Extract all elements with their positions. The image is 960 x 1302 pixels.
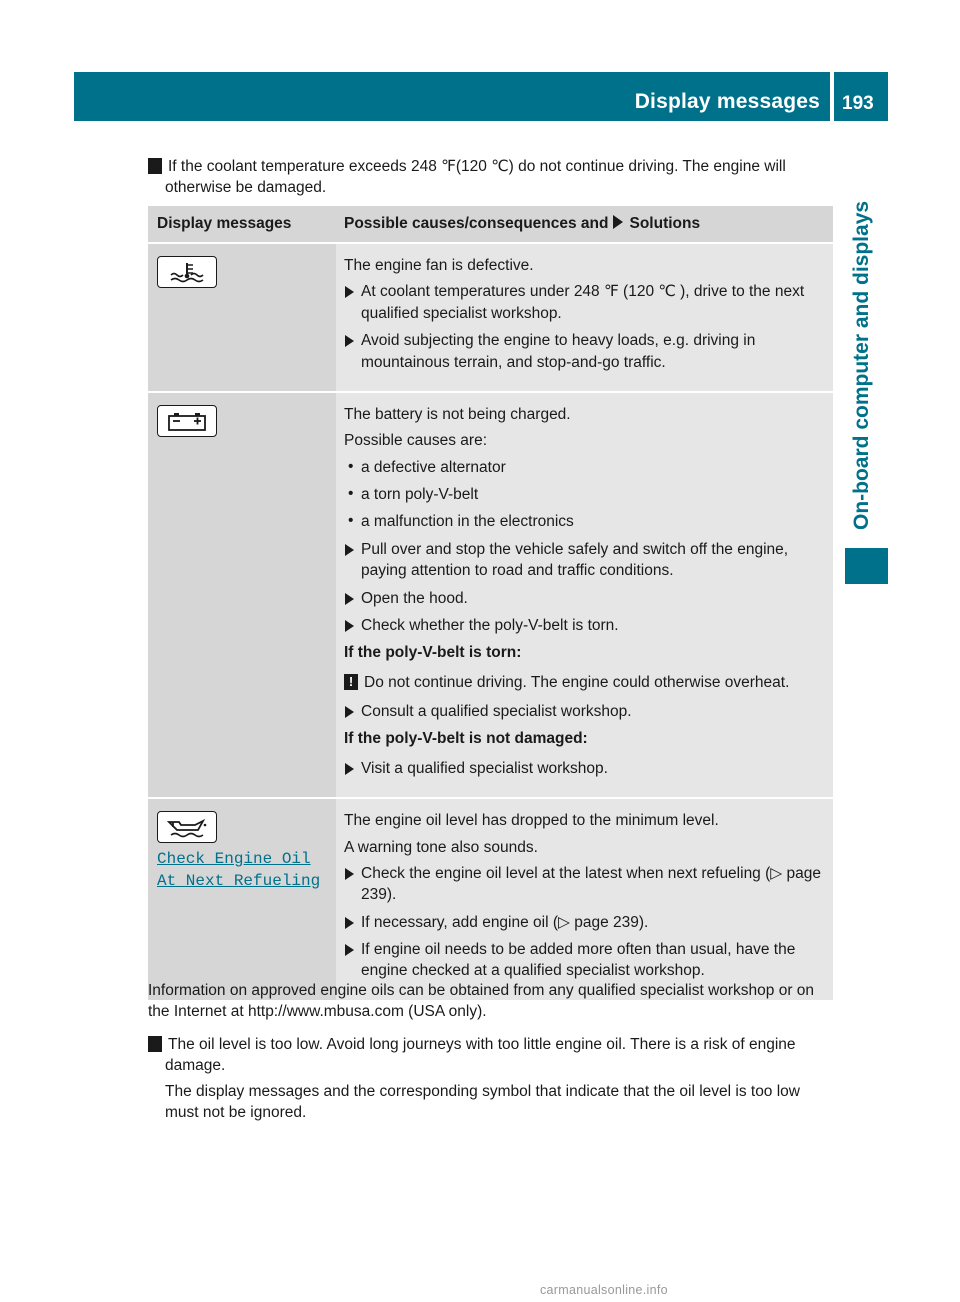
engine-oil-info: Information on approved engine oils can be obtained from any qualified specialist workshop or on the Internet at http://www.mbusa.com (USA only). [148, 982, 815, 1021]
display-messages-table [148, 206, 833, 1002]
battery-icon [157, 405, 217, 437]
page-number: 193 [842, 92, 874, 114]
solution-step: Pull over and stop the vehicle safely and switch off the engine, paying attention to road and traffic conditions. [344, 539, 827, 582]
oil-level-warning-text: The oil level is too low. Avoid long journeys with too little engine oil. There is a risk of engine damage. [165, 1036, 796, 1075]
cause-text: The engine fan is defective. [344, 257, 534, 274]
column-header-display-messages: Display messages [157, 215, 292, 233]
arrow-icon [613, 215, 623, 229]
side-tab-block [845, 548, 888, 584]
solution-step: If engine oil needs to be added more often than usual, have the engine checked at a qualified specialist workshop. [344, 939, 827, 982]
solution-step: Consult a qualified specialist workshop. [344, 701, 827, 722]
condition-heading: If the poly-V-belt is torn: [344, 644, 522, 662]
coolant-warning-text: If the coolant temperature exceeds 248 ℉(120 ℃) do not continue driving. The engine will otherwise be damaged. [165, 158, 786, 197]
column-header-causes: Possible causes/consequences and Solutions [344, 215, 701, 233]
coolant-temperature-icon [157, 256, 217, 288]
display-cell [148, 799, 336, 1000]
warning-icon: ! [148, 1036, 162, 1052]
cause-text: A warning tone also sounds. [344, 838, 538, 856]
display-text-check-engine-oil: Check Engine Oil [157, 850, 311, 869]
display-cell [148, 393, 336, 797]
solution-step: Avoid subjecting the engine to heavy loads, e.g. driving in mountainous terrain, and stop-and-go traffic. [344, 330, 827, 373]
solution-step: If necessary, add engine oil (▷ page 239). [344, 912, 827, 933]
table-row [148, 244, 833, 391]
overheat-warning: ! Do not continue driving. The engine could otherwise overheat. [344, 672, 827, 693]
coolant-warning [144, 156, 855, 199]
page-number-box [834, 72, 888, 121]
warning-icon: ! [344, 674, 358, 690]
solution-cell [336, 393, 833, 797]
solution-step: Open the hood. [344, 588, 827, 609]
condition-heading: If the poly-V-belt is not damaged: [344, 730, 588, 748]
side-tab-label: On-board computer and displays [850, 200, 873, 530]
solution-step: Check the engine oil level at the latest when next refueling (▷ page 239). [344, 863, 827, 906]
cause-bullet: • a malfunction in the electronics [344, 511, 827, 532]
cause-text: The battery is not being charged. [344, 405, 571, 423]
solution-step: At coolant temperatures under 248 ℉ (120 ℃ ), drive to the next qualified specialist workshop. [344, 281, 827, 324]
engine-oil-icon [157, 811, 217, 843]
solution-step: Check whether the poly-V-belt is torn. [344, 615, 827, 636]
table-row [148, 393, 833, 797]
table-header [148, 206, 833, 242]
solution-step: Visit a qualified specialist workshop. [344, 758, 827, 779]
solution-cell [336, 799, 833, 1000]
section-title: Display messages [634, 90, 820, 114]
header-bar [74, 72, 830, 121]
cause-bullet: • a defective alternator [344, 457, 827, 478]
oil-level-warning-note: The display messages and the corresponding symbol that indicate that the oil level is too low must not be ignored. [165, 1083, 800, 1122]
display-cell [148, 244, 336, 391]
solution-cell [336, 244, 833, 391]
cause-bullet: • a torn poly-V-belt [344, 484, 827, 505]
table-row [148, 799, 833, 1000]
cause-text: Possible causes are: [344, 432, 488, 450]
cause-text: The engine oil level has dropped to the minimum level. [344, 812, 719, 830]
warning-icon: ! [148, 158, 162, 174]
oil-level-warning [144, 1034, 845, 1077]
watermark: carmanualsonline.info [540, 1283, 668, 1297]
display-text-at-next-refueling: At Next Refueling [157, 871, 321, 890]
